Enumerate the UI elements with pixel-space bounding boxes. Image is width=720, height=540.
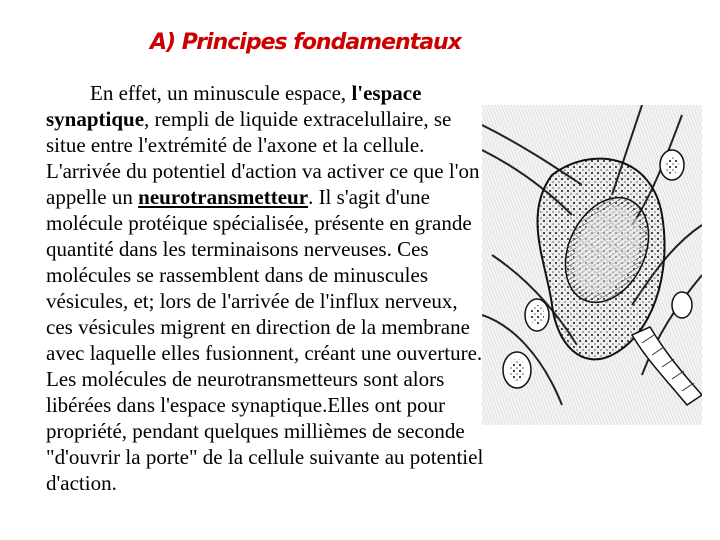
- neuron-illustration: [482, 105, 702, 425]
- body-paragraph: [46, 80, 484, 496]
- paragraph-part-1: En effet, un minuscule espace,: [90, 81, 352, 105]
- term-neurotransmitter: neurotransmetteur: [138, 185, 309, 209]
- term-synaptic-space: l'espace synaptique: [46, 81, 422, 131]
- paragraph-part-3: . Il s'agit d'une molécule protéique spécialisée, présente en grande quantité dans les terminaisons nerveuses. Ces molécules se rassemblent dans de minuscules vésicules, et; lors de l'arrivée de l'influx nerveux, ces vésicules migrent en direction de la membrane avec laquelle elles fusionnent, créant une ouverture. Les molécules de neurotransmetteurs sont alors libérées dans l'espace synaptique.Elles ont pour propriété, pendant quelques millièmes de seconde "d'ouvrir la porte" de la cellule suivante au potentiel d'action.: [46, 185, 484, 495]
- paragraph-part-2: , rempli de liquide extracelullaire, se situe entre l'extrémité de l'axone et la cellule. L'arrivée du potentiel d'action va activer ce que l'on appelle un: [46, 107, 480, 209]
- slide-title: A) Principes fondamentaux: [150, 30, 461, 55]
